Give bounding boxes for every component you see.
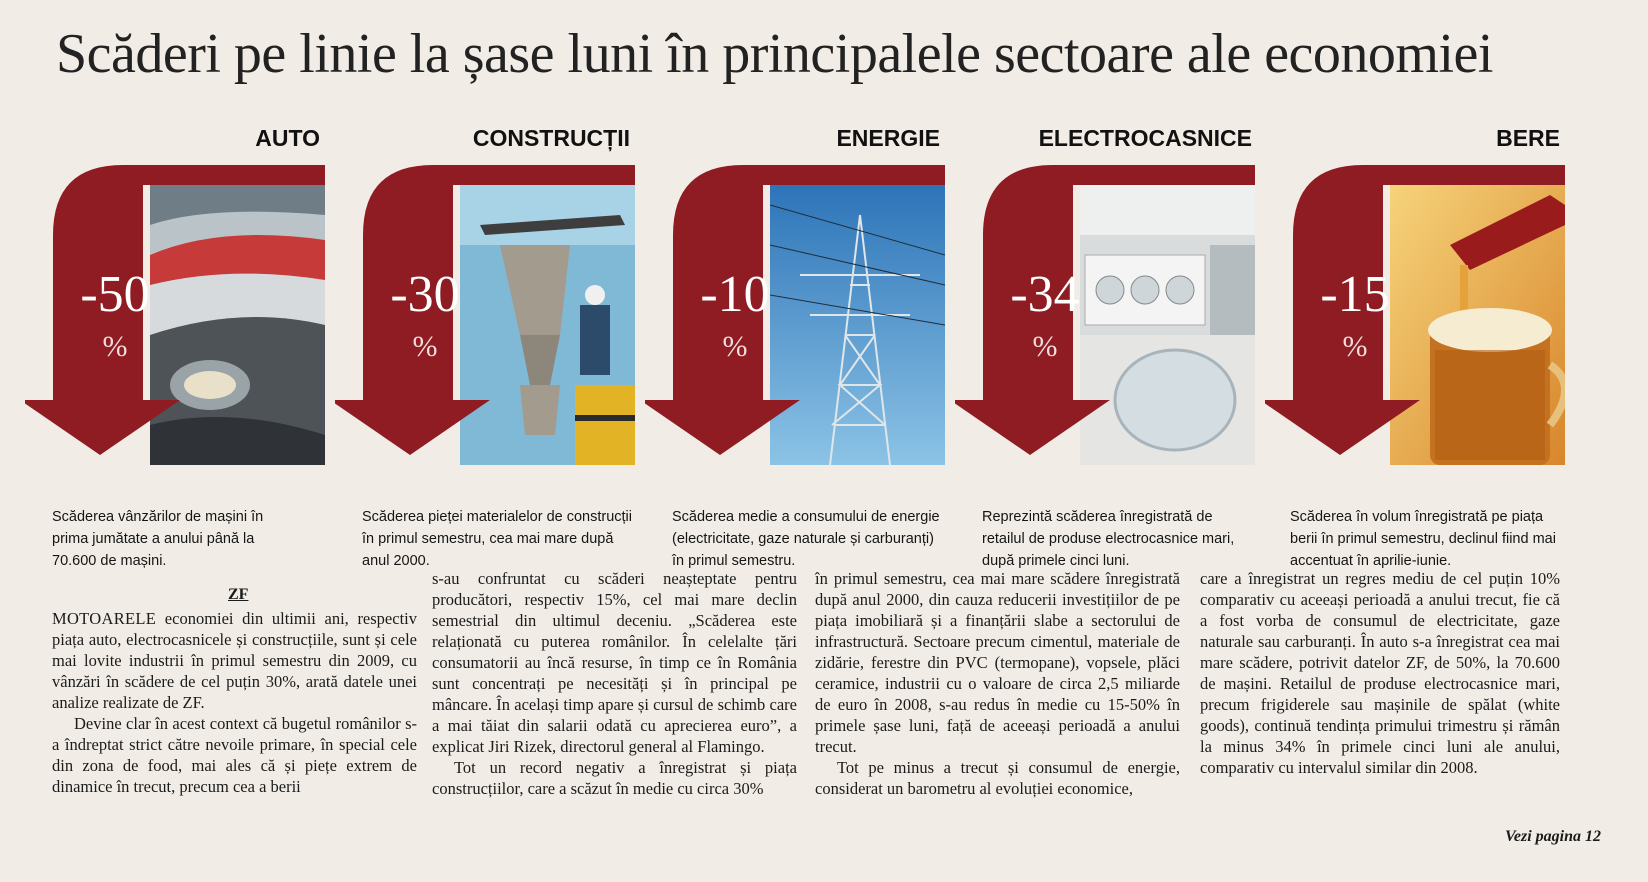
sector-panel-energie <box>645 165 945 470</box>
caption-electrocasnice: Reprezintă scăderea înregistrată de retailul de produse electrocasnice mari, după primele cinci luni. <box>982 509 1235 569</box>
paragraph: Devine clar în acest context că bugetul românilor s-a îndreptat strict către nevoile primare, în special cele din zona de food, mai ales că și piețe extrem de dinamice în trecut, precum cea a berii <box>52 714 417 796</box>
sector-panel-constructii <box>335 165 635 470</box>
sector-label-bere: BERE <box>1496 125 1560 151</box>
sector-panel-auto <box>25 165 325 470</box>
article-column-3 <box>815 568 1180 799</box>
article-column-2 <box>432 568 797 799</box>
paragraph: economiei din ultimii ani, respectiv piața auto, electrocasnicele și construcțiile, sunt și cele mai lovite industrii în primul semestru din 2009, cu vânzări în scădere de cel puțin 30%, arată datele unei analize realizate de ZF. <box>52 609 417 712</box>
paragraph: Tot un record negativ a înregistrat și piața construcțiilor, care a scăzut în medie cu circa 30% <box>432 758 797 798</box>
percent-value-energie: -10 <box>700 266 770 323</box>
article-column-1 <box>52 608 417 797</box>
percent-value-electrocasnice: -34 <box>1010 266 1080 323</box>
sector-label-electrocasnice: ELECTROCASNICE <box>1038 125 1252 151</box>
sector-label-energie: ENERGIE <box>836 125 940 151</box>
caption-bere: Scăderea în volum înregistrată pe piața berii în primul semestru, declinul fiind mai accentuat în aprilie-iunie. <box>1290 509 1556 569</box>
percent-sign-constructii: % <box>412 330 438 363</box>
percent-value-constructii: -30 <box>390 266 460 323</box>
caption-constructii: Scăderea pieței materialelor de construcții în primul semestru, cea mai mare după anul 2000. <box>362 509 632 569</box>
percent-sign-bere: % <box>1342 330 1368 363</box>
byline: ZF <box>228 586 249 603</box>
percent-value-auto: -50 <box>80 266 150 323</box>
caption-auto: Scăderea vânzărilor de mașini în prima jumătate a anului până la 70.600 de mașini. <box>52 509 264 569</box>
paragraph: Tot pe minus a trecut și consumul de energie, considerat un barometru al evoluției economice, <box>815 758 1180 798</box>
see-page-link[interactable]: Vezi pagina 12 <box>1505 828 1602 845</box>
sector-panel-electrocasnice <box>955 165 1255 470</box>
sector-label-auto: AUTO <box>255 125 320 151</box>
headline: Scăderi pe linie la șase luni în principalele sectoare ale economiei <box>56 23 1493 85</box>
paragraph: care a înregistrat un regres mediu de cel puțin 10% comparativ cu aceeași perioadă a anului trecut, fie că a fost vorba de consumul de electricitate, gaze naturale sau carburanți. În auto s-a înregistrat cea mai mare scădere, potrivit datelor ZF, de 50%, la 70.600 de mașini. Retailul de produse electrocasnice mari, precum frigiderele sau mașinile de spălat (white goods), continuă tendința primului trimestru și rămân la minus 34% în primele cinci luni ale anului, comparativ cu intervalul similar din 2008. <box>1200 569 1560 777</box>
sector-label-constructii: CONSTRUCȚII <box>472 125 630 151</box>
percent-sign-energie: % <box>722 330 748 363</box>
sector-panel-bere <box>1265 165 1565 470</box>
article-column-4 <box>1200 568 1560 778</box>
percent-value-bere: -15 <box>1320 266 1390 323</box>
percent-sign-electrocasnice: % <box>1032 330 1058 363</box>
paragraph: s-au confruntat cu scăderi neașteptate pentru producători, respectiv 15%, cel mai mare declin semestrial din ultimul deceniu. „Scăderea este relaționată cu puterea românilor. În celelalte țări consumatorii au încă resurse, în timp ce în România sunt concentrați pe necesități și în principal pe mâncare. În același timp apare și cursul de schimb care a mai tăiat din salarii odată cu aprecierea euro”, a explicat Jiri Rizek, directorul general al Flamingo. <box>432 569 797 756</box>
paragraph: în primul semestru, cea mai mare scădere înregistrată după anul 2000, din cauza reducerii investițiilor de pe piața imobiliară și a finanțării slabe a sectorului de infrastructură. Sectoare precum cimentul, materiale de zidărie, ferestre din PVC (termopane), vopsele, plăci ceramice, industrii cu o valoare de circa 2,5 miliarde de euro în 2008, s-au redus în medie cu 15-50% în primele șase luni, față de aceeași perioadă a anului trecut. <box>815 569 1180 756</box>
lead-word: MOTOARELE <box>52 609 157 628</box>
percent-sign-auto: % <box>102 330 128 363</box>
caption-energie: Scăderea medie a consumului de energie (electricitate, gaze naturale și carburanți) în primul semestru. <box>672 509 940 569</box>
